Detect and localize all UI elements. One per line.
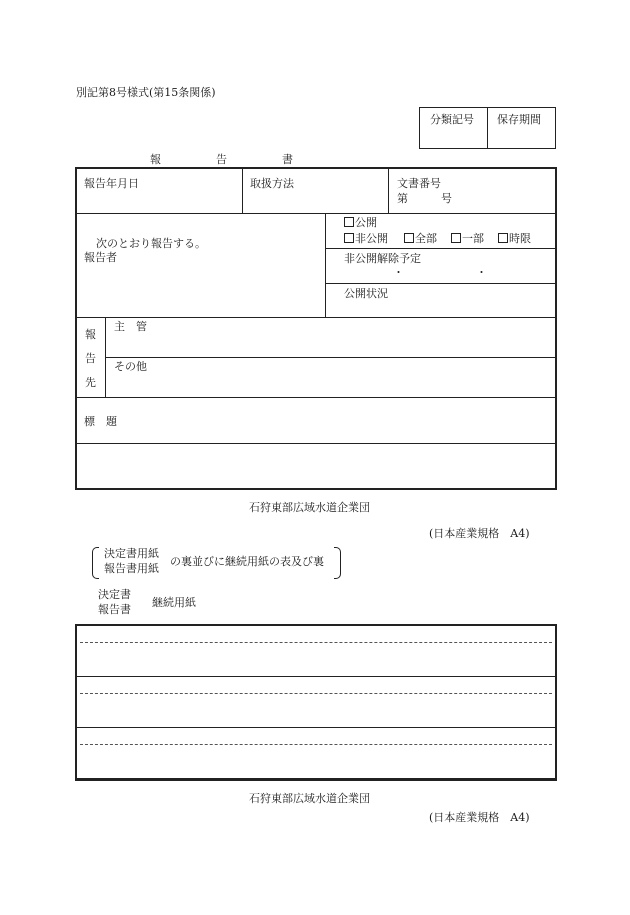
row-rule xyxy=(76,397,556,398)
label-report: 報告書 xyxy=(98,603,131,616)
disclosure-temporary-option[interactable] xyxy=(498,232,531,246)
report-to-label: 報 xyxy=(85,328,96,341)
disclosure-public-option[interactable] xyxy=(344,216,377,230)
disclosure-partial-option[interactable] xyxy=(451,232,484,246)
report-to-label: 先 xyxy=(85,376,96,389)
row-rule xyxy=(326,283,556,284)
disclosure-public-label: 公開 xyxy=(355,216,377,229)
report-to-label: 告 xyxy=(85,352,96,365)
other-label: その他 xyxy=(114,360,147,373)
row-rule xyxy=(326,248,556,249)
page-title: 報 告 書 xyxy=(150,153,315,166)
report-date-label: 報告年月日 xyxy=(84,177,139,190)
document-number-label: 文書番号 xyxy=(397,177,441,190)
subject-label: 標 題 xyxy=(84,415,117,428)
disclosure-nonpublic-option[interactable] xyxy=(344,232,388,246)
form-reference: 別記第8号様式(第15条関係) xyxy=(76,86,216,99)
classification-code-label: 分類記号 xyxy=(430,113,474,126)
disclosure-temporary-label: 時限 xyxy=(509,232,531,245)
reporter-label: 報告者 xyxy=(84,251,117,264)
row-rule xyxy=(76,727,556,728)
paper-standard: (日本産業規格 A4) xyxy=(429,811,530,824)
handling-method-label: 取扱方法 xyxy=(250,177,294,190)
row-rule xyxy=(76,443,556,444)
body-text: 次のとおり報告する。 xyxy=(96,237,206,250)
report-form-table xyxy=(75,167,557,490)
row-rule xyxy=(76,676,556,677)
disclosure-all-option[interactable] xyxy=(404,232,437,246)
col-rule xyxy=(242,168,243,214)
checkbox-icon[interactable] xyxy=(344,233,354,243)
disclosure-status-label: 公開状況 xyxy=(344,287,388,300)
release-schedule-label: 非公開解除予定 xyxy=(344,252,421,265)
right-bracket-icon xyxy=(334,547,341,579)
bracket-line-decision: 決定書用紙 xyxy=(104,547,159,560)
col-rule xyxy=(325,213,326,318)
checkbox-icon[interactable] xyxy=(404,233,414,243)
row-rule xyxy=(76,317,556,318)
disclosure-nonpublic-label: 非公開 xyxy=(355,232,388,245)
checkbox-icon[interactable] xyxy=(344,217,354,227)
dashed-guide xyxy=(80,642,552,643)
col-rule xyxy=(388,168,389,214)
row-rule xyxy=(106,357,556,358)
paper-standard: (日本産業規格 A4) xyxy=(429,527,530,540)
continuation-table xyxy=(75,624,557,781)
label-decision: 決定書 xyxy=(98,588,131,601)
bracket-suffix: の裏並びに継続用紙の表及び裏 xyxy=(170,555,324,568)
supervisor-label: 主 管 xyxy=(114,320,147,333)
label-continuation: 継続用紙 xyxy=(152,596,196,609)
document-number-value: 第 号 xyxy=(397,192,452,205)
release-date-separator: ・ xyxy=(393,266,404,279)
bracket-line-report: 報告書用紙 xyxy=(104,562,159,575)
organization-name: 石狩東部広域水道企業団 xyxy=(249,792,370,805)
organization-name: 石狩東部広域水道企業団 xyxy=(249,501,370,514)
checkbox-icon[interactable] xyxy=(498,233,508,243)
release-date-separator: ・ xyxy=(476,266,487,279)
dashed-guide xyxy=(80,744,552,745)
dashed-guide xyxy=(80,693,552,694)
checkbox-icon[interactable] xyxy=(451,233,461,243)
left-bracket-icon xyxy=(92,547,99,579)
retention-period-label: 保存期間 xyxy=(497,113,541,126)
col-rule xyxy=(105,317,106,398)
disclosure-partial-label: 一部 xyxy=(462,232,484,245)
disclosure-all-label: 全部 xyxy=(415,232,437,245)
row-rule xyxy=(76,213,556,214)
classification-divider xyxy=(487,107,488,149)
